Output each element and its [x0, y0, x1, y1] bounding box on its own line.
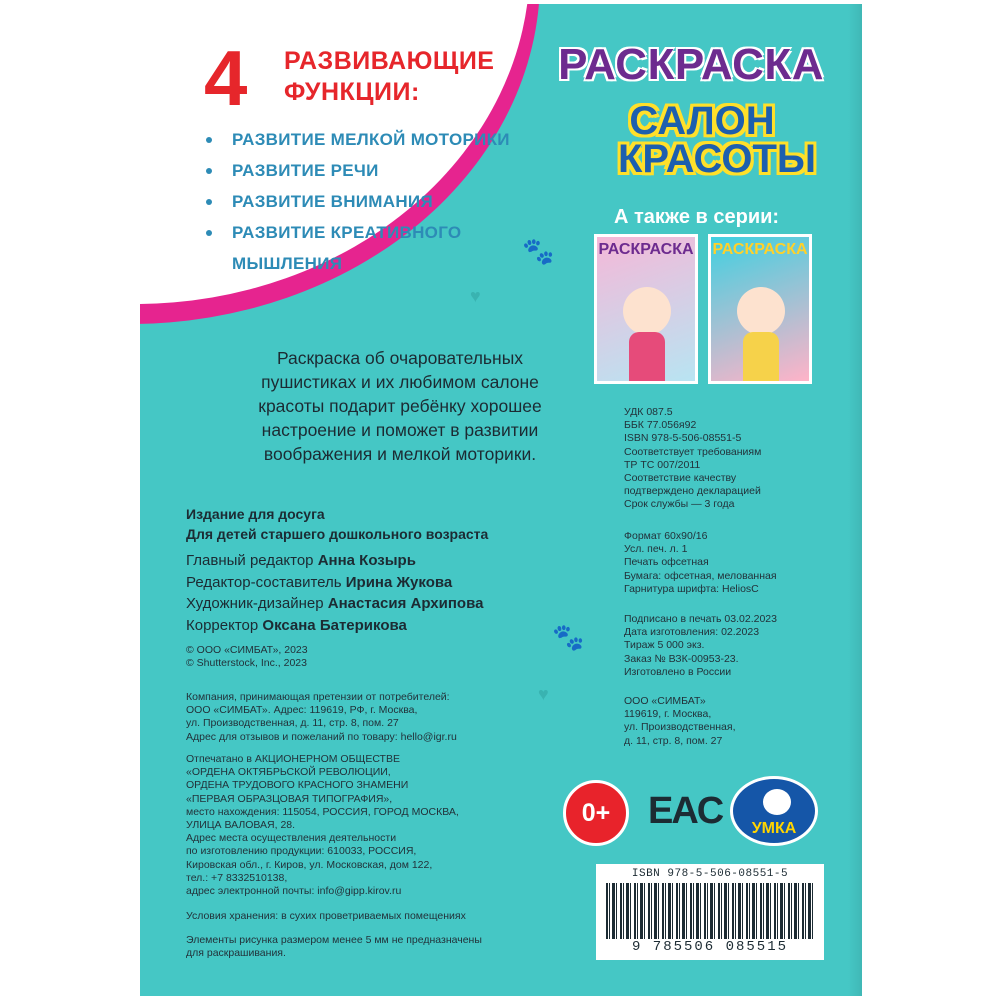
paw-icon: 🐾 [522, 236, 555, 266]
series-book-cover [708, 234, 812, 384]
elements-note: Элементы рисунка размером менее 5 мм не предназначены для раскрашивания. [186, 934, 482, 960]
heart-icon: ♥ [538, 684, 549, 704]
barcode-isbn: ISBN 978-5-506-08551-5 [631, 868, 789, 880]
functions-list [194, 124, 510, 279]
functions-number: 4 [204, 34, 248, 122]
function-item-continued: МЫШЛЕНИЯ [232, 254, 343, 273]
character-illustration [629, 332, 665, 382]
copyright: © ООО «СИМБАТ», 2023 © Shutterstock, Inc., 2023 [186, 644, 308, 670]
series-title: РАСКРАСКА [558, 40, 824, 89]
classification-info: УДК 087.5 ББК 77.056я92 ISBN 978-5-506-08551-5 Соответствует требованиям ТР ТС 007/2011 Соответствие качеству подтверждено декларацией Срок службы — 3 года [624, 406, 762, 511]
edition-info: Издание для досуга Для детей старшего дошкольного возраста [186, 506, 489, 542]
staff-row: Корректор Оксана Батерикова [186, 616, 407, 634]
staff-row: Главный редактор Анна Козырь [186, 552, 416, 569]
eac-mark-icon: EAC [648, 790, 723, 832]
barcode [596, 864, 824, 960]
function-item: РАЗВИТИЕ МЕЛКОЙ МОТОРИКИ [194, 124, 510, 155]
character-illustration [737, 287, 785, 335]
book-title: САЛОН КРАСОТЫ [618, 99, 817, 181]
function-item: РАЗВИТИЕ ВНИМАНИЯ [194, 186, 510, 217]
book-back-cover [140, 4, 862, 996]
bullet-icon [206, 168, 212, 174]
staff-list [186, 550, 606, 636]
bullet-icon [206, 230, 212, 236]
staff-row: Редактор-составитель Ирина Жукова [186, 573, 453, 591]
bullet-icon [206, 199, 212, 205]
bear-icon [763, 789, 791, 815]
series-book-title: РАСКРАСКА [712, 241, 808, 258]
functions-title: РАЗВИВАЮЩИЕ ФУНКЦИИ: [284, 47, 495, 106]
function-item: РАЗВИТИЕ КРЕАТИВНОГО [194, 217, 510, 248]
claims-info: Компания, принимающая претензии от потребителей: ООО «СИМБАТ». Адрес: 119619, РФ, г. Москва, ул. Производственная, д. 11, стр. 8, пом. 27 Адрес для отзывов и пожеланий по товару: hello@igr.ru [186, 691, 457, 743]
barcode-bars [606, 883, 814, 939]
series-book-cover [594, 234, 698, 384]
umka-logo: УМКА [730, 776, 818, 846]
barcode-number: 9 785506 085515 [631, 939, 789, 955]
bullet-icon [206, 137, 212, 143]
character-illustration [623, 287, 671, 335]
book-description: Раскраска об очаровательных пушистиках и их любимом салоне красоты подарит ребёнку хорошее настроение и поможет в развитии воображения и мелкой моторики. [258, 348, 542, 464]
age-rating-badge: 0+ [563, 780, 629, 846]
also-in-series-label: А также в серии: [614, 206, 780, 228]
character-illustration [743, 332, 779, 382]
functions-block [204, 34, 574, 298]
staff-row: Художник-дизайнер Анастасия Архипова [186, 595, 484, 612]
series-book-title: РАСКРАСКА [598, 241, 694, 258]
storage-conditions: Условия хранения: в сухих проветриваемых помещениях [186, 910, 466, 922]
publisher-address: ООО «СИМБАТ» 119619, г. Москва, ул. Производственная, д. 11, стр. 8, пом. 27 [624, 695, 736, 747]
function-item: РАЗВИТИЕ РЕЧИ [194, 155, 510, 186]
print-run-info: Подписано в печать 03.02.2023 Дата изготовления: 02.2023 Тираж 5 000 экз. Заказ № ВЗК-00953-23. Изготовлено в России [624, 613, 777, 678]
format-info: Формат 60х90/16 Усл. печ. л. 1 Печать офсетная Бумага: офсетная, мелованная Гарнитура шрифта: HeliosC [624, 530, 777, 595]
paw-icon: 🐾 [552, 622, 585, 652]
printing-info: Отпечатано в АКЦИОНЕРНОМ ОБЩЕСТВЕ «ОРДЕНА ОКТЯБРЬСКОЙ РЕВОЛЮЦИИ, ОРДЕНА ТРУДОВОГО КРАСНОГО ЗНАМЕНИ «ПЕРВАЯ ОБРАЗЦОВАЯ ТИПОГРАФИЯ», место нахождения: 115054, РОССИЯ, ГОРОД МОСКВА, УЛИЦА ВАЛОВАЯ, 28. Адрес места осуществления деятельности по изготовлению продукции: 610033, РОССИЯ, Кировская обл., г. Киров, ул. Московская, дом 122, тел.: +7 8332510138, адрес электронной почты: info@gipp.kirov.ru [186, 753, 459, 898]
heart-icon: ♥ [470, 286, 481, 306]
